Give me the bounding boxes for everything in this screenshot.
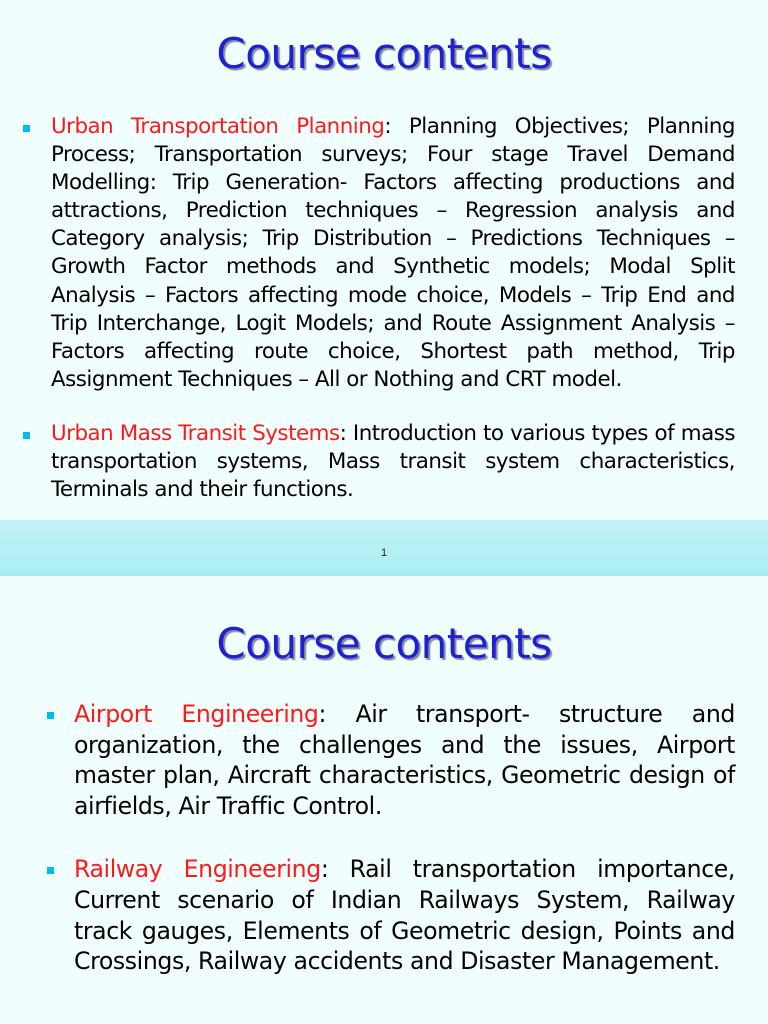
page-number: 1 (380, 547, 388, 559)
topic-heading: Railway Engineering (74, 855, 321, 884)
square-bullet-icon (47, 712, 54, 719)
topic-heading: Urban Mass Transit Systems (51, 420, 340, 446)
square-bullet-icon (23, 432, 30, 439)
bullet-list (74, 699, 735, 1010)
topic-heading: Airport Engineering (74, 700, 319, 728)
topic-text: : Introduction to various types of mass transportation systems, Mass transit system characteristics, Terminals and their functions. (51, 420, 735, 503)
topic-heading: Urban Transportation Planning (51, 114, 385, 139)
slide-title: Course contents (216, 29, 552, 78)
bullet-item (51, 420, 735, 504)
slide-2 (0, 576, 768, 1024)
bullet-item (51, 113, 735, 394)
square-bullet-icon (23, 125, 30, 132)
square-bullet-icon (47, 867, 54, 874)
bullet-item (74, 699, 735, 821)
topic-text: : Rail transportation importance, Current scenario of Indian Railways System, Railway track gauges, Elements of Geometric design, Points and Crossings, Railway accidents and Disaster Management. (74, 855, 736, 976)
bullet-list (51, 113, 735, 530)
bullet-item (74, 854, 735, 976)
slide-title: Course contents (216, 619, 552, 668)
topic-text: : Planning Objectives; Planning Process; Transportation surveys; Four stage Travel Demand Modelling: Trip Generation- Factors affecting productions and attractions, Prediction techniques – Regression analysis and Category analysis; Trip Distribution – Predictions Techniques – Growth Factor methods and Synthetic models; Modal Split Analysis – Factors affecting mode choice, Models – Trip End and Trip Interchange, Logit Models; and Route Assignment Analysis – Factors affecting route choice, Shortest path method, Trip Assignment Techniques – All or Nothing and CRT model. (51, 114, 736, 392)
topic-text: : Air transport- structure and organization, the challenges and the issues, Airport master plan, Aircraft characteristics, Geometric design of airfields, Air Traffic Control. (74, 700, 735, 820)
